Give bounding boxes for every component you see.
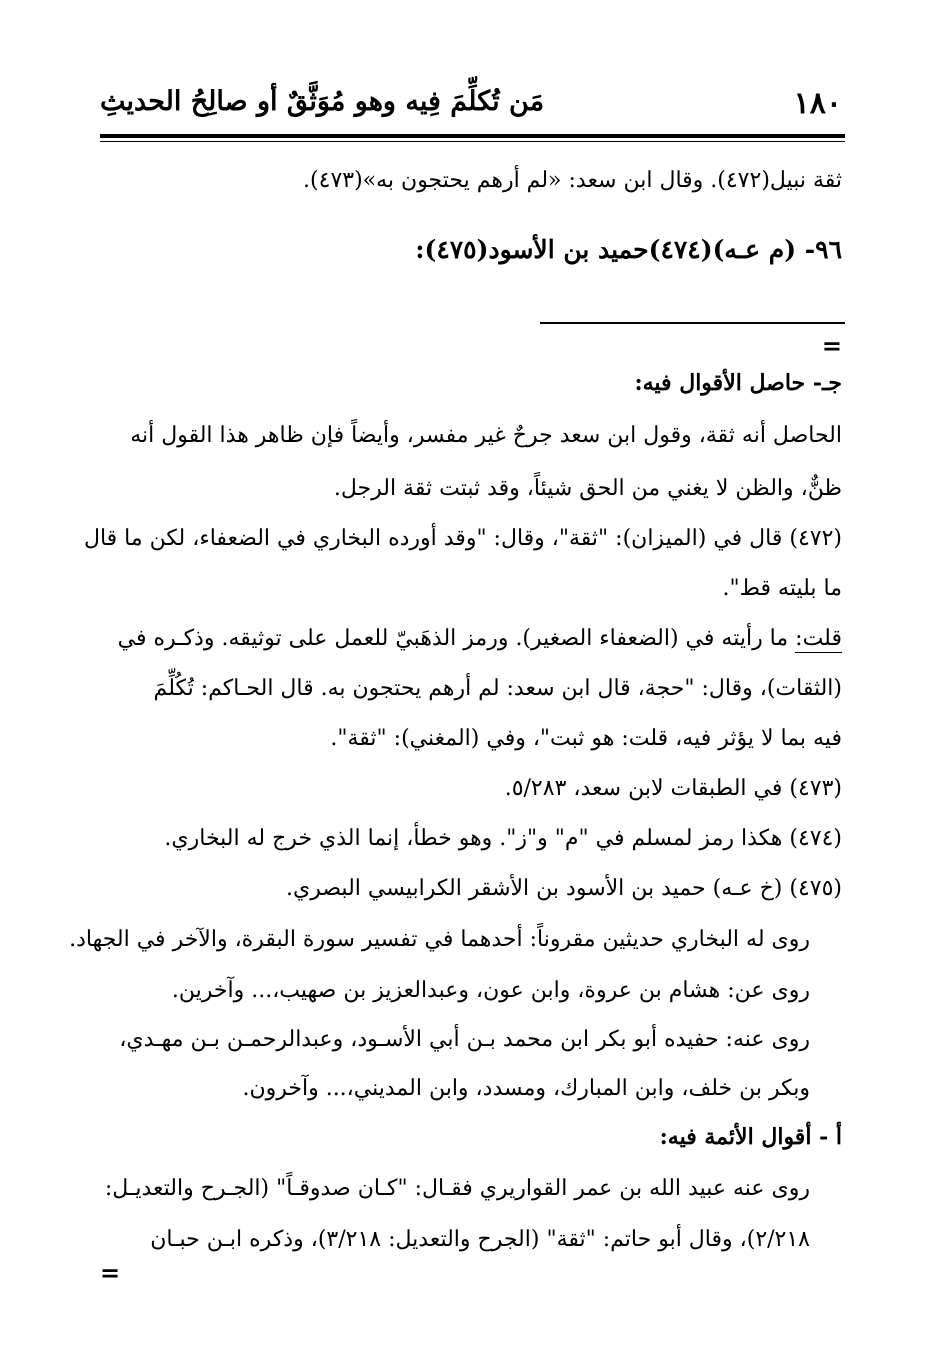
footnote-line: وبكر بن خلف، وابن المبارك، ومسدد، وابن المديني،... وآخرون. bbox=[242, 1076, 810, 1101]
footnote-line: ما بليته قط". bbox=[722, 576, 842, 601]
entry-heading: ٩٦- (م عـه)(٤٧٤)حميد بن الأسود(٤٧٥): bbox=[415, 235, 842, 264]
footnote-472: (٤٧٢) قال في (الميزان): "ثقة"، وقال: "وقد أورده البخاري في الضعفاء، لكن ما قال bbox=[83, 526, 842, 551]
footnote-473: (٤٧٣) في الطبقات لابن سعد، ٥/٢٨٣. bbox=[504, 776, 842, 801]
footnote-line: روى له البخاري حديثين مقروناً: أحدهما في تفسير سورة البقرة، والآخر في الجهاد. bbox=[69, 927, 810, 952]
footnote-line: روى عنه عبيد الله بن عمر القواريري فقـال: "كـان صدوقـاً" (الجـرح والتعديـل: bbox=[104, 1176, 810, 1201]
footnote-line: ظنٌّ، والظن لا يغني من الحق شيئاً، وقد ثبتت ثقة الرجل. bbox=[333, 476, 842, 501]
qult-label: قلت: bbox=[795, 626, 842, 651]
main-text-line: ثقة نبيل(٤٧٢). وقال ابن سعد: «لم أرهم يحتجون به»(٤٧٣). bbox=[303, 168, 842, 193]
header-rule-thin bbox=[100, 141, 845, 142]
footnote-line: الحاصل أنه ثقة، وقول ابن سعد جرحٌ غير مفسر، وأيضاً فإن ظاهر هذا القول أنه bbox=[130, 423, 842, 448]
page-number: ١٨٠ bbox=[793, 86, 842, 121]
footnote-line: ٢/٢١٨)، وقال أبو حاتم: "ثقة" (الجرح والتعديل: ٣/٢١٨)، وذكره ابـن حبـان bbox=[150, 1227, 810, 1252]
footnote-text: ما رأيته في (الضعفاء الصغير). ورمز الذهَبيّ للعمل على توثيقه. وذكـره في bbox=[117, 626, 796, 651]
section-heading: أ - أقوال الأئمة فيه: bbox=[659, 1124, 842, 1150]
footnote-line: فيه بما لا يؤثر فيه، قلت: هو ثبت"، وفي (المغني): "ثقة". bbox=[330, 726, 842, 751]
end-continuation-mark: = bbox=[100, 1258, 121, 1287]
continuation-mark: = bbox=[821, 331, 842, 360]
section-heading: جـ- حاصل الأقوال فيه: bbox=[634, 370, 842, 396]
running-title: مَن تُكلِّمَ فِيه وهو مُوَثَّقٌ أو صالِحُ الحديثِ bbox=[100, 86, 545, 117]
footnote-474: (٤٧٤) هكذا رمز لمسلم في "م" و"ز". وهو خطأ، إنما الذي خرج له البخاري. bbox=[164, 826, 842, 851]
header-rule-thick bbox=[100, 134, 845, 138]
footnote-line bbox=[118, 628, 842, 650]
footnote-separator bbox=[540, 322, 845, 324]
footnote-line: روى عنه: حفيده أبو بكر ابن محمد بـن أبي الأسـود، وعبدالرحمـن بـن مهـدي، bbox=[119, 1027, 810, 1052]
footnote-line: (الثقات)، وقال: "حجة، قال ابن سعد: لم أرهم يحتجون به. قال الحـاكم: تُكُلِّمَ bbox=[153, 676, 842, 701]
footnote-line: روى عن: هشام بن عروة، وابن عون، وعبدالعزيز بن صهيب،... وآخرين. bbox=[171, 978, 810, 1003]
footnote-475: (٤٧٥) (خ عـه) حميد بن الأسود بن الأشقر الكرابيسي البصري. bbox=[286, 876, 842, 901]
